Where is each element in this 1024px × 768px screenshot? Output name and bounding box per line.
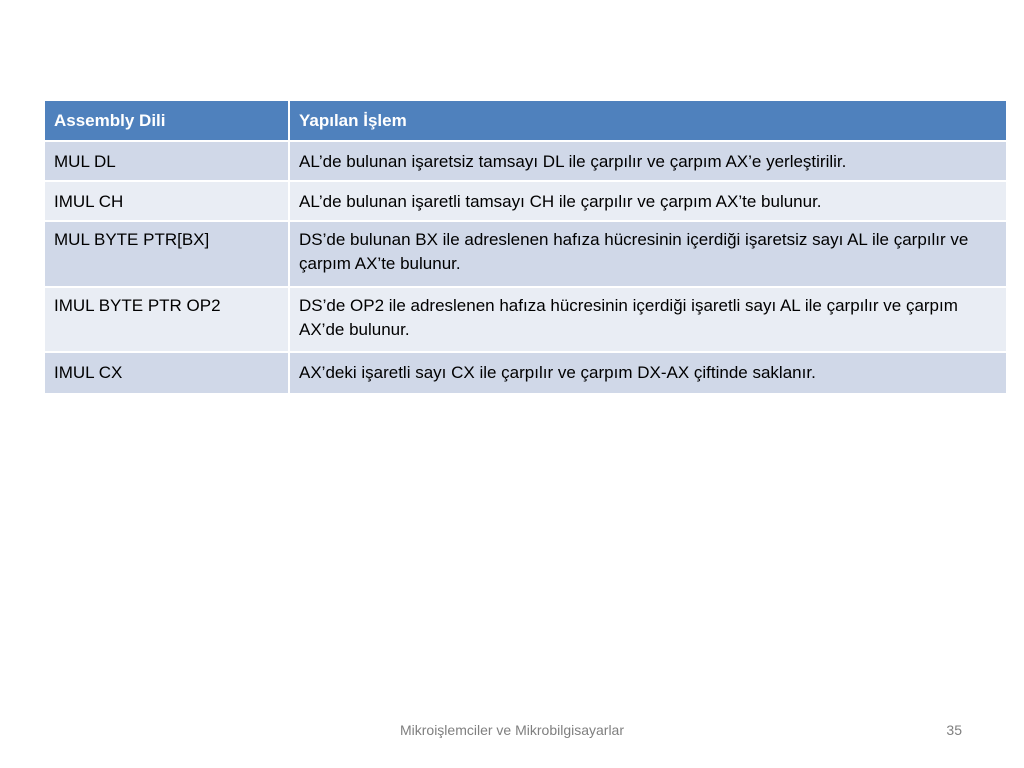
row-code: MUL DL [45,141,289,181]
row-code: IMUL CH [45,181,289,221]
row-description: DS’de bulunan BX ile adreslenen hafıza hücresinin içerdiği işaretsiz sayı AL ile çarpılır ve çarpım AX’te bulunur. [289,221,1007,287]
row-code: IMUL CX [45,352,289,394]
table-row [45,352,1007,394]
row-description: AL’de bulunan işaretsiz tamsayı DL ile çarpılır ve çarpım AX’e yerleştirilir. [289,141,1007,181]
footer-title: Mikroişlemciler ve Mikrobilgisayarlar [399,722,625,738]
row-code: MUL BYTE PTR[BX] [45,221,289,287]
row-description: AX’deki işaretli sayı CX ile çarpılır ve çarpım DX-AX çiftinde saklanır. [289,352,1007,394]
table-row [45,221,1007,287]
table-row [45,287,1007,352]
page-number: 35 [946,722,962,738]
row-description: DS’de OP2 ile adreslenen hafıza hücresinin içerdiği işaretli sayı AL ile çarpılır ve çarpım AX’de bulunur. [289,287,1007,352]
table-header-row [45,101,1007,141]
row-description: AL’de bulunan işaretli tamsayı CH ile çarpılır ve çarpım AX’te bulunur. [289,181,1007,221]
row-code: IMUL BYTE PTR OP2 [45,287,289,352]
instruction-table [45,101,1008,395]
header-operation: Yapılan İşlem [289,101,1007,141]
table-row [45,141,1007,181]
table-row [45,181,1007,221]
header-assembly: Assembly Dili [45,101,289,141]
